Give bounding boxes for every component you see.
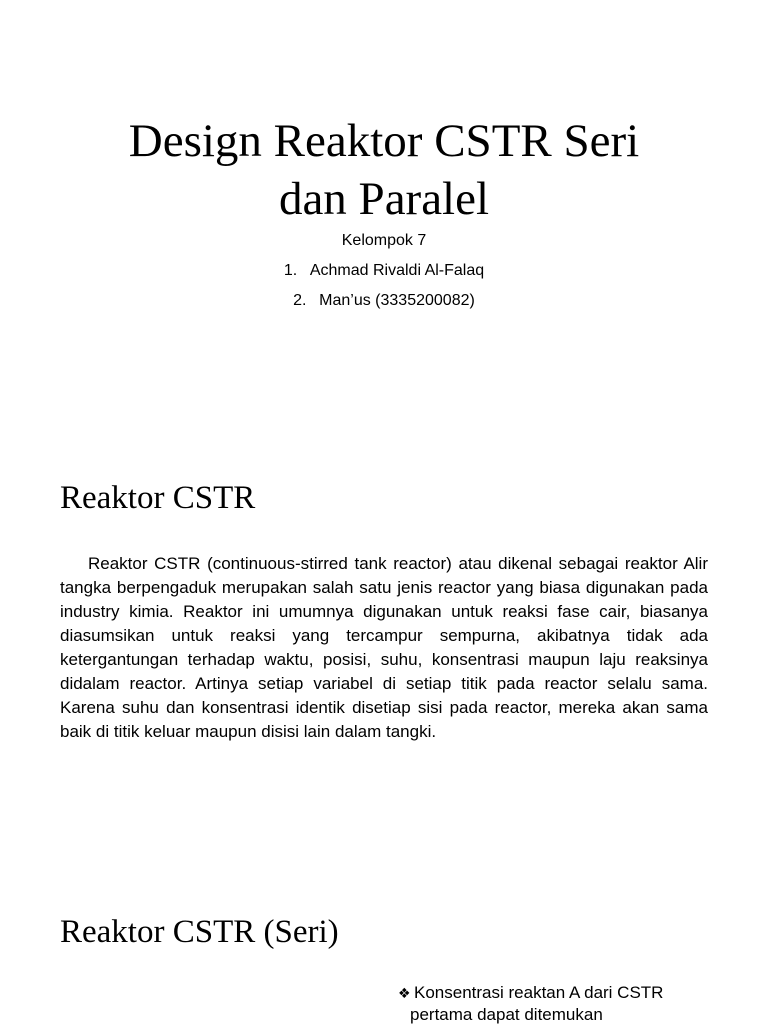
title-line-2: dan Paralel: [278, 173, 490, 225]
member-list: [0, 256, 768, 316]
cstr-seri-slide: [0, 900, 768, 1024]
bullet-text-line-1: Konsentrasi reaktan A dari CSTR: [414, 983, 664, 1002]
title-slide: [0, 0, 768, 400]
member-item: [0, 286, 768, 316]
member-name: Achmad Rivaldi Al-Falaq: [309, 262, 485, 279]
section-heading: Reaktor CSTR: [60, 480, 256, 516]
group-name: Kelompok 7: [341, 232, 427, 249]
title-line-1: Design Reaktor CSTR Seri: [128, 115, 640, 167]
subtitle-group: [0, 226, 768, 316]
member-number: 1.: [283, 262, 298, 279]
member-name: Man’us (3335200082): [319, 292, 475, 309]
member-number: 2.: [293, 292, 307, 309]
body-paragraph: Reaktor CSTR (continuous-stirred tank reactor) atau dikenal sebagai reaktor Alir tangka berpengaduk merupakan salah satu jenis reactor yang biasa digunakan pada industry kimia. Reaktor ini umumnya digunakan untuk reaksi fase cair, biasanya diasumsikan untuk reaksi yang tercampur sempurna, akibatnya tidak ada ketergantungan terhadap waktu, posisi, suhu, konsentrasi maupun laju reaksinya didalam reactor. Artinya setiap variabel di setiap titik pada reactor selalu sama. Karena suhu dan konsentrasi identik disetiap sisi pada reactor, mereka akan sama baik di titik keluar maupun disisi lain dalam tangki.: [60, 554, 708, 741]
cstr-slide: [0, 460, 768, 860]
diamond-bullet-icon: ❖: [398, 985, 411, 1001]
presentation-title: [0, 112, 768, 228]
member-item: [0, 256, 768, 286]
section-heading: Reaktor CSTR (Seri): [60, 914, 339, 950]
bullet-item: [398, 982, 728, 1026]
bullet-text-line-2: pertama dapat ditemukan: [410, 1005, 603, 1024]
